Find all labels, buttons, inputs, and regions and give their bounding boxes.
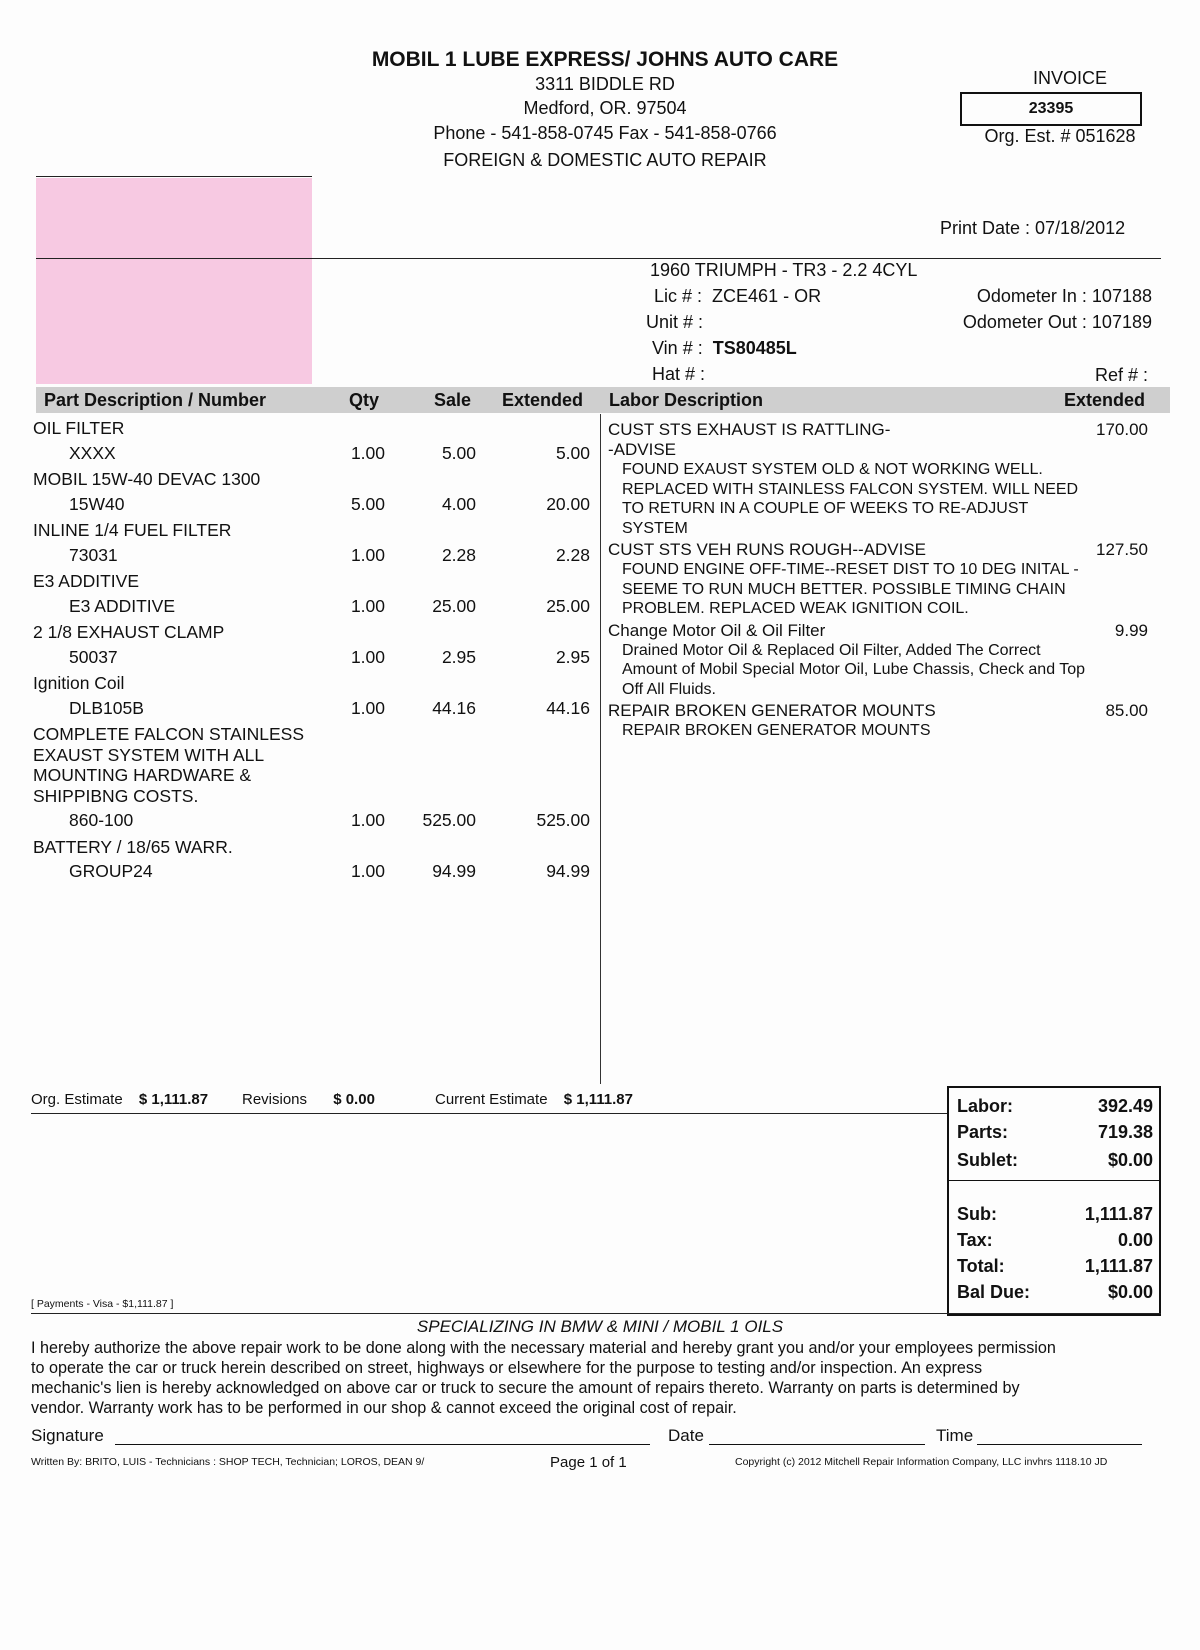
part-number: E3 ADDITIVE	[69, 595, 176, 616]
labor-title: CUST STS VEH RUNS ROUGH--ADVISE	[608, 540, 927, 559]
tax-label: Tax:	[957, 1230, 993, 1250]
shop-address: 3311 BIDDLE RD	[535, 74, 675, 94]
part-number: 15W40	[69, 493, 125, 514]
sublet-label: Sublet:	[957, 1150, 1018, 1170]
part-sale: 4.00	[441, 493, 476, 514]
balance-due-label: Bal Due:	[957, 1282, 1031, 1302]
part-extended: 20.00	[546, 493, 590, 514]
labor-note: FOUND EXAUST SYSTEM OLD & NOT WORKING WELL.	[622, 461, 1043, 478]
labor-title: -ADVISE	[608, 440, 677, 459]
grand-total-value: 1,111.87	[1084, 1256, 1153, 1276]
divider	[36, 176, 312, 177]
part-qty: 1.00	[350, 544, 385, 565]
part-extended: 94.99	[546, 861, 590, 881]
labor-note: TO RETURN IN A COUPLE OF WEEKS TO RE-ADJUST	[622, 500, 1029, 517]
part-qty: 1.00	[350, 861, 385, 881]
vehicle-description: 1960 TRIUMPH - TR3 - 2.2 4CYL	[650, 260, 918, 280]
parts-total-label: Parts:	[957, 1122, 1009, 1142]
labor-title: REPAIR BROKEN GENERATOR MOUNTS	[608, 701, 936, 720]
labor-amount: 85.00	[1105, 701, 1148, 720]
part-sale: 2.28	[441, 544, 476, 565]
totals-box	[947, 1086, 1161, 1316]
part-description: MOBIL 15W-40 DEVAC 1300	[33, 469, 261, 489]
lic-value: ZCE461 - OR	[712, 286, 822, 306]
part-description: 2 1/8 EXHAUST CLAMP	[33, 622, 225, 642]
labor-note: Drained Motor Oil & Replaced Oil Filter, Added The Correct	[622, 641, 1041, 659]
part-number: 73031	[69, 544, 118, 565]
grand-total-label: Total:	[957, 1256, 1005, 1276]
authorization-text	[31, 1338, 1171, 1418]
copyright: Copyright (c) 2012 Mitchell Repair Information Company, LLC invhrs 1118.10 JD	[735, 1456, 1108, 1468]
part-description: EXAUST SYSTEM WITH ALL	[33, 744, 265, 765]
col-part-description: Part Description / Number	[44, 390, 267, 410]
col-sale: Sale	[434, 390, 472, 410]
part-sale: 525.00	[422, 810, 476, 830]
vin-label: Vin # :	[652, 338, 703, 358]
signature-label: Signature	[31, 1426, 104, 1445]
part-extended: 525.00	[536, 810, 590, 830]
labor-amount: 170.00	[1096, 420, 1148, 439]
col-labor-extended: Extended	[1064, 390, 1146, 410]
revisions-value: $ 0.00	[333, 1091, 375, 1108]
part-qty: 1.00	[350, 595, 385, 616]
authorization-line: vendor. Warranty work has to be performed in our shop & cannot exceed the original cost of repair.	[31, 1399, 737, 1417]
labor-title: CUST STS EXHAUST IS RATTLING-	[608, 420, 891, 439]
part-extended: 5.00	[555, 442, 590, 463]
odometer-in: Odometer In : 107188	[976, 286, 1152, 306]
sublet-value: $0.00	[1107, 1150, 1153, 1170]
part-number: 860-100	[69, 810, 134, 830]
part-number: XXXX	[69, 442, 116, 463]
authorization-line: I hereby authorize the above repair work to be done along with the necessary material and hereby grant you and/or your employees permission	[31, 1339, 1056, 1357]
labor-note: REPLACED WITH STAINLESS FALCON SYSTEM. WILL NEED	[622, 480, 1079, 498]
part-number: 50037	[69, 646, 118, 667]
part-description: OIL FILTER	[33, 418, 125, 438]
col-labor-description: Labor Description	[609, 390, 764, 410]
col-extended: Extended	[502, 390, 584, 410]
invoice-number: 23395	[960, 92, 1142, 126]
lic-label: Lic # :	[654, 286, 703, 306]
divider	[31, 1313, 1161, 1314]
labor-note: PROBLEM. REPLACED WEAK IGNITION COIL.	[622, 600, 969, 617]
balance-due-value: $0.00	[1107, 1282, 1153, 1302]
authorization-line: mechanic's lien is hereby acknowledged on above car or truck to secure the amount of repairs thereto. Warranty on parts is determined by	[31, 1379, 1020, 1397]
ref-label: Ref # :	[1094, 365, 1148, 385]
payments-note: [ Payments - Visa - $1,111.87 ]	[31, 1298, 174, 1310]
shop-phone-fax: Phone - 541-858-0745 Fax - 541-858-0766	[433, 123, 777, 143]
labor-amount: 9.99	[1114, 620, 1148, 640]
part-description: INLINE 1/4 FUEL FILTER	[33, 520, 232, 540]
part-sale: 2.95	[441, 646, 476, 667]
part-sale: 94.99	[432, 861, 476, 881]
labor-amount: 127.50	[1096, 540, 1148, 559]
part-qty: 1.00	[350, 697, 385, 718]
part-description: Ignition Coil	[33, 673, 125, 693]
current-estimate-label: Current Estimate	[435, 1091, 548, 1108]
time-field[interactable]	[977, 1424, 1142, 1445]
shop-tagline: FOREIGN & DOMESTIC AUTO REPAIR	[443, 150, 767, 170]
specializing-line: SPECIALIZING IN BMW & MINI / MOBIL 1 OILS	[416, 1317, 784, 1336]
authorization-line: to operate the car or truck herein described on street, highways or elsewhere for the purpose to testing and/or inspection. An express	[31, 1359, 983, 1377]
labor-note: Amount of Mobil Special Motor Oil, Lube Chassis, Check and Top	[622, 661, 1086, 678]
part-number: DLB105B	[69, 697, 144, 718]
redacted-customer-block	[36, 178, 312, 384]
column-header-bar	[36, 387, 1170, 413]
labor-note: FOUND ENGINE OFF-TIME--RESET DIST TO 10 DEG INITAL -	[622, 561, 1079, 578]
labor-title: Change Motor Oil & Oil Filter	[608, 620, 826, 640]
column-divider	[600, 414, 601, 1084]
col-qty: Qty	[349, 390, 380, 410]
page-number: Page 1 of 1	[550, 1454, 627, 1471]
part-qty: 1.00	[350, 810, 385, 830]
date-label: Date	[668, 1426, 704, 1445]
part-extended: 25.00	[546, 595, 590, 616]
part-sale: 25.00	[432, 595, 476, 616]
part-number: GROUP24	[69, 861, 153, 881]
part-qty: 1.00	[350, 442, 385, 463]
divider	[36, 258, 1161, 259]
written-by: Written By: BRITO, LUIS - Technicians : SHOP TECH, Technician; LOROS, DEAN 9/	[31, 1456, 425, 1468]
part-extended: 44.16	[546, 697, 590, 718]
part-sale: 44.16	[432, 697, 476, 718]
part-description: BATTERY / 18/65 WARR.	[33, 836, 233, 857]
labor-total-label: Labor:	[957, 1096, 1013, 1116]
part-qty: 5.00	[350, 493, 385, 514]
labor-note: SEEME TO RUN MUCH BETTER. POSSIBLE TIMING CHAIN	[622, 580, 1066, 598]
labor-note: Off All Fluids.	[622, 680, 716, 698]
hat-label: Hat # :	[652, 364, 706, 384]
part-extended: 2.95	[555, 646, 590, 667]
unit-label: Unit # :	[646, 312, 704, 332]
date-field[interactable]	[709, 1424, 925, 1445]
time-label: Time	[936, 1426, 974, 1445]
org-estimate-label: Org. Estimate	[31, 1091, 123, 1108]
print-date: Print Date : 07/18/2012	[940, 218, 1126, 238]
part-description: COMPLETE FALCON STAINLESS	[33, 724, 304, 744]
labor-note: REPAIR BROKEN GENERATOR MOUNTS	[622, 722, 931, 739]
subtotal-label: Sub:	[957, 1204, 997, 1224]
labor-note: SYSTEM	[622, 519, 688, 537]
part-extended: 2.28	[555, 544, 590, 565]
part-description: SHIPPIBNG COSTS.	[33, 785, 199, 806]
tax-value: 0.00	[1117, 1230, 1153, 1250]
revisions-label: Revisions	[242, 1091, 308, 1108]
vin-value: TS80485L	[712, 338, 797, 358]
part-sale: 5.00	[441, 442, 476, 463]
odometer-out: Odometer Out : 107189	[962, 312, 1152, 332]
shop-name: MOBIL 1 LUBE EXPRESS/ JOHNS AUTO CARE	[371, 48, 839, 71]
signature-field[interactable]	[115, 1424, 650, 1445]
org-estimate-value: $ 1,111.87	[138, 1091, 209, 1108]
current-estimate-value: $ 1,111.87	[563, 1091, 633, 1108]
part-qty: 1.00	[350, 646, 385, 667]
divider	[31, 1113, 947, 1114]
part-description: MOUNTING HARDWARE &	[33, 765, 252, 785]
org-estimate-number: Org. Est. # 051628	[984, 126, 1136, 146]
invoice-label: INVOICE	[1032, 68, 1107, 88]
part-description: E3 ADDITIVE	[33, 571, 140, 591]
shop-city: Medford, OR. 97504	[523, 98, 687, 118]
parts-total-value: 719.38	[1097, 1122, 1153, 1142]
labor-total-value: 392.49	[1097, 1096, 1153, 1116]
subtotal-value: 1,111.87	[1084, 1204, 1153, 1224]
